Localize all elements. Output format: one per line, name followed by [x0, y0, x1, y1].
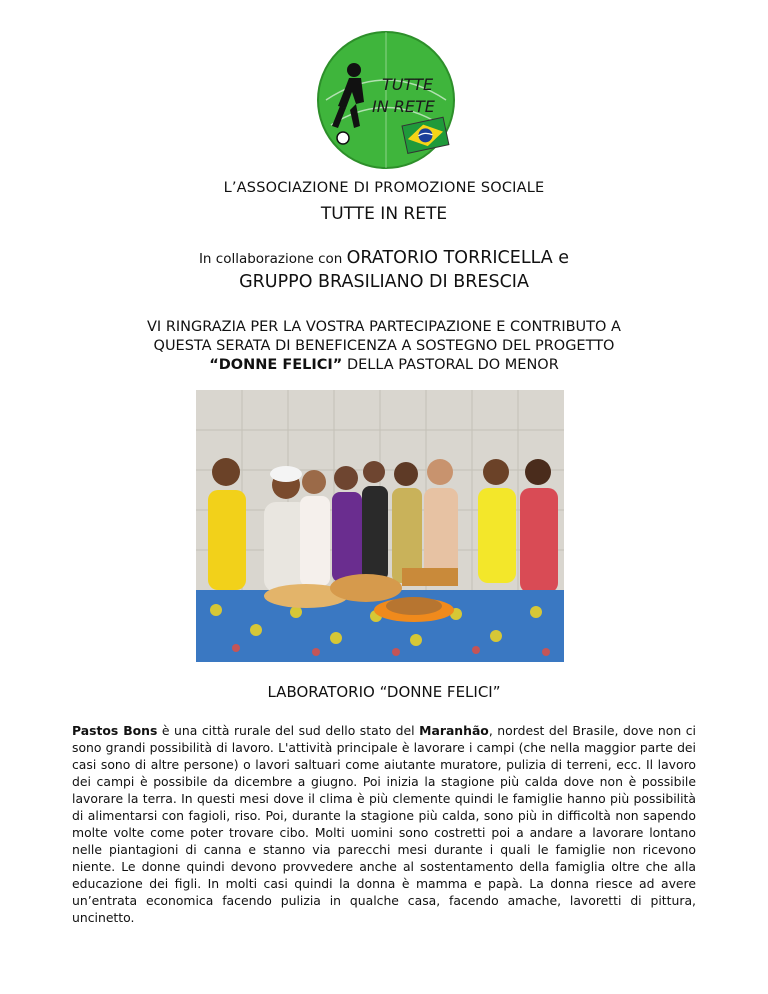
group-name: GRUPPO BRASILIANO DI BRESCIA: [239, 272, 529, 292]
association-line: L’ASSOCIAZIONE DI PROMOZIONE SOCIALE: [223, 180, 545, 196]
tutte-in-rete-logo: [316, 30, 456, 170]
group-photo: [196, 390, 564, 662]
project-name: “DONNE FELICI”: [209, 357, 343, 373]
thanks-paragraph: [0, 318, 768, 375]
thanks-line2: QUESTA SERATA DI BENEFICENZA A SOSTEGNO DEL PROGETTO: [153, 338, 615, 354]
collab-prefix: In collaborazione con: [198, 251, 347, 267]
collab-and: e: [552, 248, 570, 268]
logo-text-line1: TUTTE: [382, 75, 434, 94]
logo-text-line2: IN RETE: [372, 97, 435, 116]
body-text-1: è una città rurale del sud dello stato del: [157, 723, 420, 738]
collab-partner: ORATORIO TORRICELLA: [346, 248, 553, 268]
collaboration-line: [0, 248, 768, 268]
laboratory-title: LABORATORIO “DONNE FELICI”: [267, 683, 501, 701]
association-name: TUTTE IN RETE: [320, 204, 448, 224]
thanks-line1: VI RINGRAZIA PER LA VOSTRA PARTECIPAZIONE E CONTRIBUTO A: [147, 319, 621, 335]
state-name: Maranhão: [419, 723, 489, 738]
city-name: Pastos Bons: [72, 723, 158, 738]
thanks-line3: [0, 356, 768, 375]
thanks-line3-rest: DELLA PASTORAL DO MENOR: [342, 357, 559, 373]
body-text-2: , nordest del Brasile, dove non ci sono grandi possibilità di lavoro. L'attività principale è lavorare i campi (che nella maggior parte dei casi sono di altre persone) o lavori saltuari come aiutante muratore, pulizia di terreni, ecc. Il lavoro dei campi è possibile da dicembre a giugno. Poi inizia la stagione più calda dove non è possibile lavorare la terra. In questi mesi dove il clima è più clemente quindi le famiglie hanno più possibilità di alimentarsi con fagioli, riso. Poi, durante la stagione più calda, sono più in difficoltà non sapendo molte volte come poter trovare cibo. Molti uomini sono costretti poi a andare a lavorare lontano nelle piantagioni di canna e stanno via parecchi mesi durante i quali le famiglie non ricevono niente. Le donne quindi devono provvedere anche al sostentamento della famiglia oltre che alla educazione dei figli. In molti casi quindi la donna è mamma e papà. La donna riesce ad avere un’entrata economica facendo pulizia in qualche casa, facendo amache, lavoretti di pittura, uncinetto.: [72, 723, 696, 925]
body-paragraph: [72, 722, 696, 926]
